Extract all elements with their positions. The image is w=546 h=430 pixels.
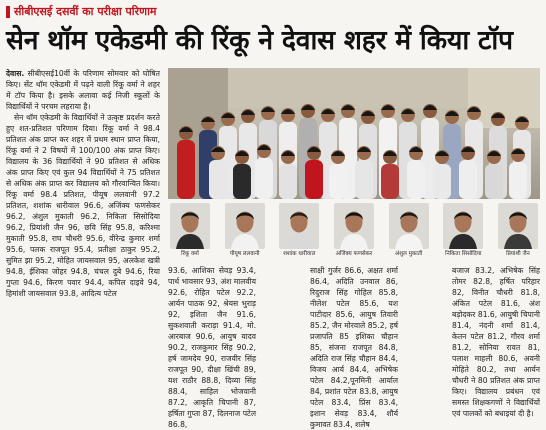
student-photo: [443, 203, 483, 249]
photo-figure: [279, 150, 297, 199]
portrait-caption: प्रियांशी जैन: [506, 251, 530, 257]
intro-paragraph: सीबीएसई10वीं के परिणाम सोमवार को घोषित किए। सेंट थॉम एकेडमी में पढ़ने वाली रिंकू वर्मा ने शहर में टॉप किया है। इसके अलावा कई निजी स्कूलों के विद्यार्थियों ने परचम लहराया है।: [6, 69, 160, 111]
bottom-text-columns: [168, 265, 540, 430]
photo-figure: [209, 146, 227, 199]
photo-figure: [255, 144, 273, 199]
photo-figure: [381, 150, 399, 199]
group-photo: [168, 68, 540, 199]
photo-figure: [233, 150, 251, 199]
column-2-text: 93.6, आशिका सेवड़ 93.4, पार्थ भावसार 93, अंश मालवीय 92.6, रोहित पटेल 92.2, आर्यन पाठक 92, श्रेयस भुराड़ 92, इशिता जैन 91.6, सुकशवाती कराड़ा 91.4, मो. आरबाज 90.6, आयुष यादव 90.2, राजकुमार सिंह 90.2, हर्ष जामदेय 90, राजवीर सिंह राजपूत 90, दीक्षा खिंची 89, यश राठौर 88.8, दिव्या सिंह 88.4, साहिल भोजवानी 87.2, आकृति चिपानी 87, हर्षिता गुप्ता 87, दिलनाज पटेल 86.8,: [168, 266, 256, 429]
kicker-text: सीबीएसई दसवीं का परीक्षा परिणाम: [14, 5, 157, 18]
portrait-5: [387, 203, 431, 263]
photo-figure: [305, 146, 323, 199]
group-photo-illustration: [168, 68, 540, 199]
photo-figure: [407, 146, 425, 199]
student-photo: [389, 203, 429, 249]
photo-figure: [355, 146, 373, 199]
text-column-3: [310, 265, 398, 430]
dateline: देवास.: [6, 69, 25, 78]
photo-figure: [329, 150, 347, 199]
column-3-text: साक्षी गुर्जर 86.6, अक्षत शर्मा 86.4, अदिति उनवाल 86, रिदुराज सिंह गोहिल 85.8, नीलेश पटेल 85.6, यश पाटीदार 85.6, आयुष तिवारी 85.2, जैन मोरवाले 85.2, हर्ष प्रजापति 85 इशिका चौहान 85, संजना राजपूत 84.8, अदिति राज सिंह चौहान 84.4, विजय आर्य 84.4, अभिषेक पटेल 84.2,पूनमिनी आर्याल 84, प्रशांत पटेल 83.8, आयुष पटेल 83.4, प्रिंस 83.4, इशान सेवड़ 83.4, शौर्य कुमावत 83.4, शलेष: [310, 266, 398, 429]
portrait-caption: अजिंक्य फणसेकर: [335, 251, 373, 257]
photo-figure: [433, 150, 451, 199]
text-column-2: [168, 265, 256, 430]
text-column-4: [452, 265, 540, 430]
portrait-caption: शशांक धारीवाल: [283, 251, 316, 257]
student-photo: [334, 203, 374, 249]
portrait-7: [496, 203, 540, 263]
student-photo: [225, 203, 265, 249]
portrait-1: [168, 203, 212, 263]
portrait-caption: रिंकू वर्मा: [181, 251, 199, 257]
portrait-caption: निकिता सिसोदिया: [445, 251, 482, 257]
student-photo: [170, 203, 210, 249]
student-photo: [279, 203, 319, 249]
photo-figure: [459, 146, 477, 199]
section-kicker: [6, 4, 157, 19]
student-photo: [498, 203, 538, 249]
left-text-column: [6, 68, 160, 299]
photo-figure: [485, 150, 503, 199]
portrait-caption: अंशुल मुकाती: [394, 251, 423, 257]
headline: सेन थॉम एकेडमी की रिंकू ने देवास शहर में किया टॉप: [6, 25, 513, 56]
results-paragraph: सेन थॉम एकेडमी के विद्यार्थियों ने उत्कृष्ट प्रदर्शन करते हुए शत-प्रतिशत परिणाम दिया। रिंकू वर्मा ने 98.4 प्रतिशत अंक प्राप्त कर शहर में प्रथम स्थान प्राप्त किया, रिंकू वर्मा ने 2 विषयों में 100/100 अंक प्राप्त किए। विद्यालय के 36 विद्यार्थियों ने 90 प्रतिशत से अधिक अंक प्राप्त किए एवं कुल 94 विद्यार्थियों ने 75 प्रतिशत से अधिक अंक प्राप्त कर विद्यालय को गौरवान्वित किया। रिंकू वर्मा 98.4 प्रतिशत, पीयूष ललवानी 97.2 प्रतिशत, शशांक धारीवाल 96.6, अजिंक्य फणसेकर 96.2, अंशुल मुकाती 96.2, निकिता सिसोदिया 96.2, प्रियांशी जैन 96, छवि सिंह 95.8, करिश्मा मुकाती 95.8, राघ चौधरी 95.6, वीरेन्द्र कुमार शर्मा 95.6, पलक राजपूत 95.4, प्रतीक्षा ठाकुर 95.2, सुमित झा 95.2, मोहित जायसवाल 95, अलकेश खत्री 94.8, ईशिका जोहर 94.8, चंचल दुबे 94.6, रिया गुप्ता 94.6, किरण पवार 94.4, कपिल दाइवे 94, हिमांशी जायसवाल 93.8, आदित्य पटेल: [6, 113, 160, 298]
kicker-bar: [6, 6, 10, 18]
portrait-4: [332, 203, 376, 263]
portrait-6: [441, 203, 485, 263]
photo-figure: [509, 148, 527, 199]
student-portraits: [168, 203, 540, 263]
portrait-caption: पीयूष ललवानी: [229, 251, 260, 257]
column-4-text: बजाज 83.2, अभिषेक सिंह तोमर 82.8, हर्षित परिहार 82, विनीत चौधरी 81.8, अंकित पटेल 81.6, अंश बड़ोदकर 81.6, आयुषी चिपानी 81.4, नंदनी शर्मा 81.4, केतन पटेल 81.2, गौरव शर्मा 81.2, सोनिया रावत 81, पलाश माहली 80.6, अवनी मोहिते 80.2, तथा आर्यन चौधरी ने 80 प्रतिशत अंक प्राप्त किए। विद्यालय प्रबंधन एवं समस्त शिक्षकगणों ने विद्यार्थियों एवं पालकों को बधाइयां दी है।: [452, 266, 540, 418]
portrait-2: [223, 203, 267, 263]
portrait-3: [277, 203, 321, 263]
